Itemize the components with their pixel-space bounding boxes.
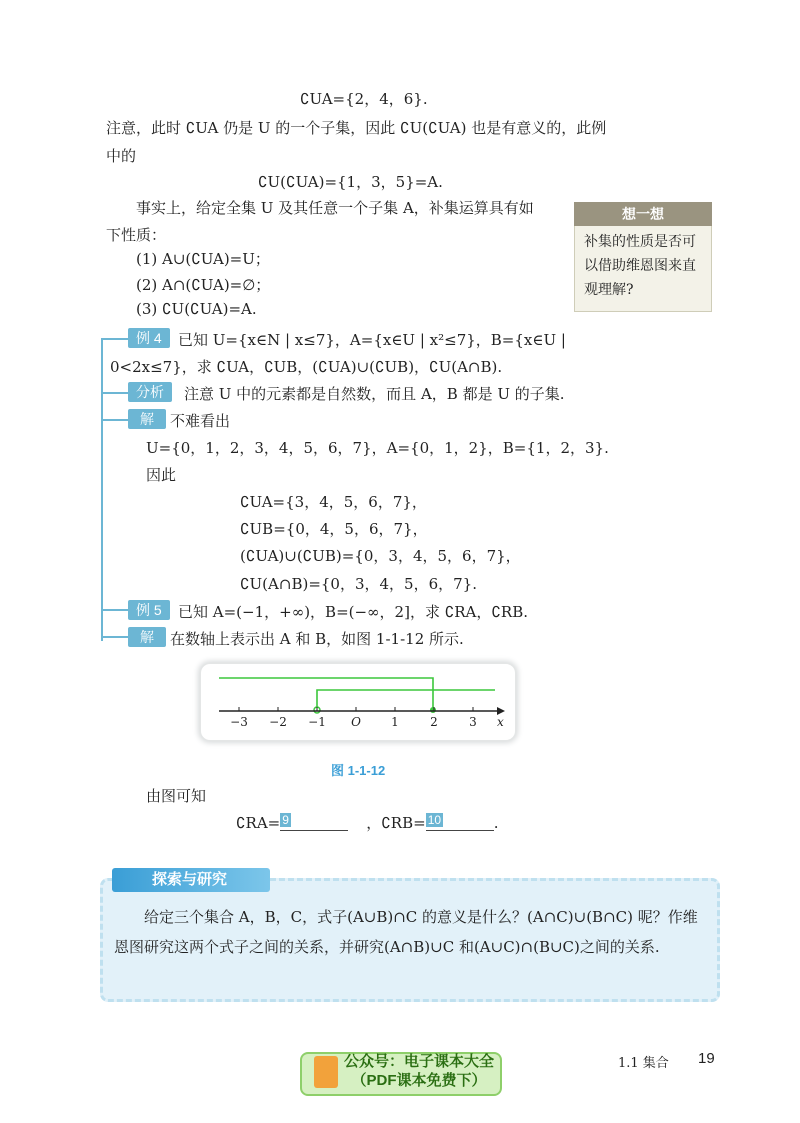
number-line-figure [200,663,516,741]
think-box-text: 补集的性质是否可以借助维恩图来直观理解? [584,234,696,298]
property-2: (2) A∩(∁UA)=∅； [136,276,271,294]
double-complement-line: ∁U(∁UA)={1，3，5}=A. [258,173,443,191]
page-number: 19 [698,1050,715,1067]
explore-body: 给定三个集合 A，B，C，式子(A∪B)∩C 的意义是什么？(A∩C)∪(B∩C) 呢？作维恩图研究这两个式子之间的关系，并研究(A∩B)∪C 和(A∪C)∩(B∪C)之间的关系. [114,908,698,956]
example4-line1: 已知 U={x∈N | x≤7}，A={x∈U | x²≤7}，B={x∈U | [178,331,566,349]
answer-b-blank[interactable] [426,814,494,831]
analysis-tag: 分析 [128,382,172,402]
analysis-text: 注意 U 中的元素都是自然数，而且 A，B 都是 U 的子集. [184,385,565,403]
solution-tag: 解 [128,627,166,647]
answer-line [236,812,498,833]
property-intro-2: 下性质： [106,226,167,244]
solution4-line1: 不难看出 [170,412,231,430]
answer-a-prefix: ∁RA= [236,814,281,832]
solution4-line5: ∁UB={0，4，5，6，7}， [240,520,428,538]
tick-label: 1 [391,715,399,729]
blank-b-number: 10 [427,813,442,827]
set-b-bracket [219,678,433,710]
solution4-line6: (∁UA)∪(∁UB)={0，3，4，5，6，7}， [240,547,521,565]
tick-label: −1 [308,715,326,729]
figure-caption: 图 1-1-12 [331,763,386,778]
tick-label: 2 [430,715,438,729]
example4-bracket [101,338,103,614]
solution4-line4: ∁UA={3，4，5，6，7}， [240,493,427,511]
solution4-line2: U={0，1，2，3，4，5，6，7}，A={0，1，2}，B={1，2，3}. [146,439,609,457]
book-icon [314,1056,338,1088]
example4-tag: 例 4 [128,328,170,348]
think-box-title: 想一想 [574,202,712,226]
answer-b-prefix: ，∁RB= [366,814,426,832]
watermark-line1: 公众号：电子课本大全 [344,1053,495,1070]
set-a-bracket [317,690,495,710]
example5-line1: 已知 A=(−1，+∞)，B=(−∞，2]，求 ∁RA，∁RB. [178,603,529,621]
property-1: (1) A∪(∁UA)=U； [136,250,270,268]
explore-text [114,902,704,962]
note-line-2: 中的 [106,147,137,165]
number-line-svg [201,664,515,740]
bracket-tick [101,392,129,394]
closed-point-2 [430,707,436,713]
axis-label-x: x [497,715,504,729]
solution5-line1: 在数轴上表示出 A 和 B，如图 1-1-12 所示. [170,630,464,648]
bracket-tick [101,338,129,340]
watermark-text [344,1052,494,1090]
answer-end: . [493,814,499,832]
tick-label: −2 [269,715,287,729]
watermark-line2: （PDF课本免费下） [351,1072,487,1089]
note-line-1: 注意，此时 ∁UA 仍是 U 的一个子集，因此 ∁U(∁UA) 也是有意义的，此例 [106,119,607,137]
solution4-line7: ∁U(A∩B)={0，3，4，5，6，7}. [240,575,477,593]
blank-a-number: 9 [282,813,289,827]
example4-line2: 0<2x≤7}，求 ∁UA，∁UB，(∁UA)∪(∁UB)，∁U(A∩B). [110,358,503,376]
solution-tag: 解 [128,409,166,429]
complement-result-line: ∁UA={2，4，6}. [300,90,428,108]
bracket-tick [101,636,129,638]
example5-tag: 例 5 [128,600,170,620]
axis-arrow [497,707,505,715]
bracket-tick [101,419,129,421]
tick-label: O [351,715,361,729]
property-3: (3) ∁U(∁UA)=A. [136,300,257,318]
tick-label: −3 [230,715,248,729]
property-intro-1: 事实上，给定全集 U 及其任意一个子集 A，补集运算具有如 [136,199,534,217]
answer-a-blank[interactable] [280,814,348,831]
tick-label: 3 [469,715,477,729]
bracket-tick [101,609,129,611]
solution5-line2: 由图可知 [146,787,207,805]
solution4-line3: 因此 [146,466,177,484]
explore-title: 探索与研究 [112,868,270,892]
section-label: 1.1 集合 [618,1056,669,1071]
